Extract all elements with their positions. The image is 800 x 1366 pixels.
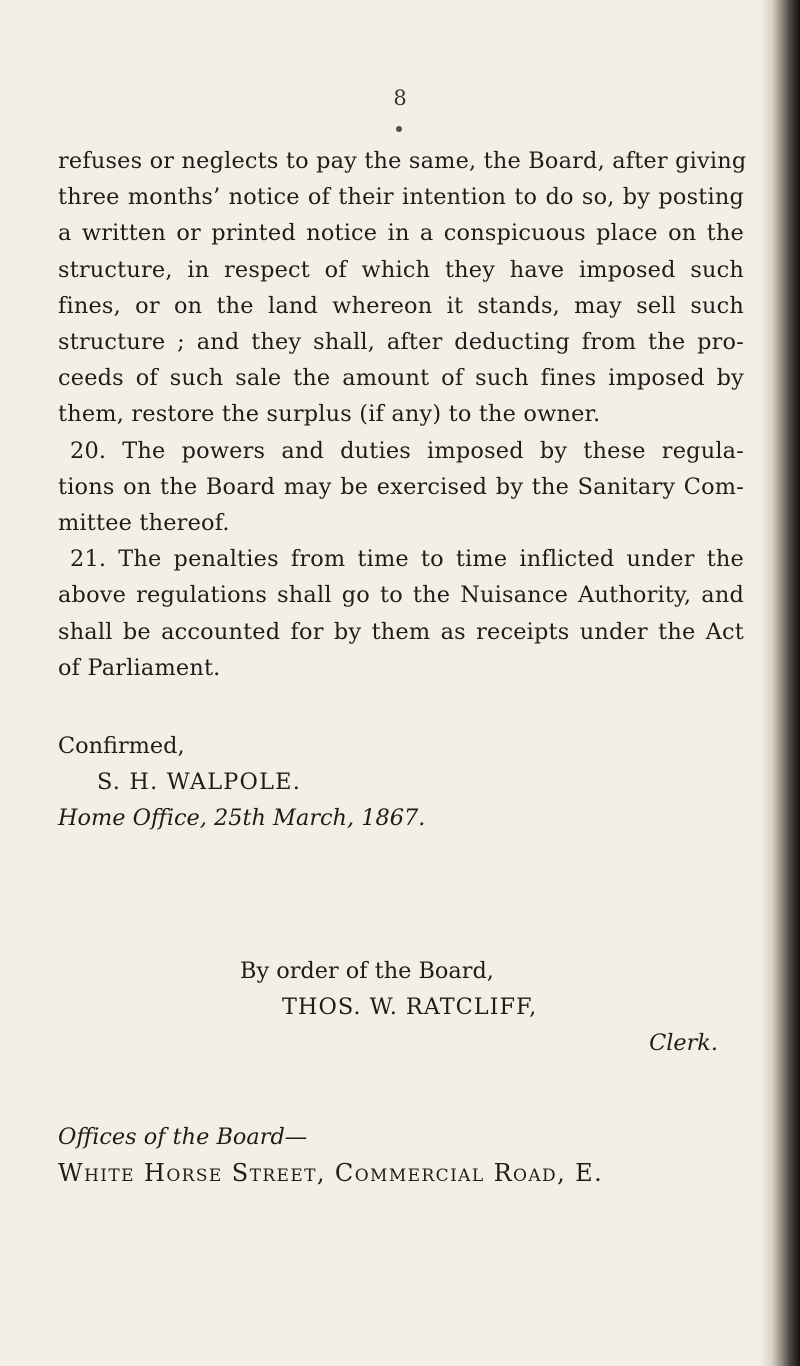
body-line: them, restore the surplus (if any) to the owner. <box>58 401 601 428</box>
book-binding-edge <box>760 0 800 1366</box>
body-line: three months’ notice of their intention to do so, by posting <box>58 184 744 211</box>
body-line: mittee thereof. <box>58 510 230 537</box>
page-number: 8 <box>393 86 407 110</box>
body-line: a written or printed notice in a conspicuous place on the <box>58 220 744 247</box>
body-line: shall be accounted for by them as receipts under the Act <box>58 618 744 645</box>
body-line: above regulations shall go to the Nuisance Authority, and <box>58 582 744 609</box>
offices-address: White Horse Street, Commercial Road, E. <box>58 1159 604 1188</box>
body-line: tions on the Board may be exercised by the Sanitary Com- <box>58 473 744 500</box>
body-line: fines, or on the land whereon it stands, may sell such <box>58 292 744 319</box>
order-block <box>240 953 720 1062</box>
body-line: refuses or neglects to pay the same, the Board, after giving <box>58 148 747 174</box>
offices-caption: Offices of the Board— <box>58 1124 308 1150</box>
ink-speck <box>396 126 402 132</box>
order-label: By order of the Board, <box>240 958 494 984</box>
body-line: ceeds of such sale the amount of such fines imposed by <box>58 365 744 392</box>
body-line: structure ; and they shall, after deducting from the pro- <box>58 329 744 356</box>
confirmation-block <box>58 728 425 837</box>
regulation-21-line: 21. The penalties from time to time inflicted under the <box>70 546 744 573</box>
confirmation-signatory: S. H. WALPOLE. <box>97 769 302 796</box>
regulation-20-line: 20. The powers and duties imposed by these regula- <box>70 437 744 464</box>
body-line: of Parliament. <box>58 654 221 681</box>
confirmed-label: Confirmed, <box>58 733 185 759</box>
body-line: structure, in respect of which they have imposed such <box>58 256 744 283</box>
order-signatory: THOS. W. RATCLIFF, <box>282 994 538 1021</box>
order-title: Clerk. <box>649 1030 718 1057</box>
body-text <box>58 143 747 686</box>
offices-block <box>58 1119 603 1191</box>
confirmation-place-date: Home Office, 25th March, 1867. <box>58 805 426 832</box>
